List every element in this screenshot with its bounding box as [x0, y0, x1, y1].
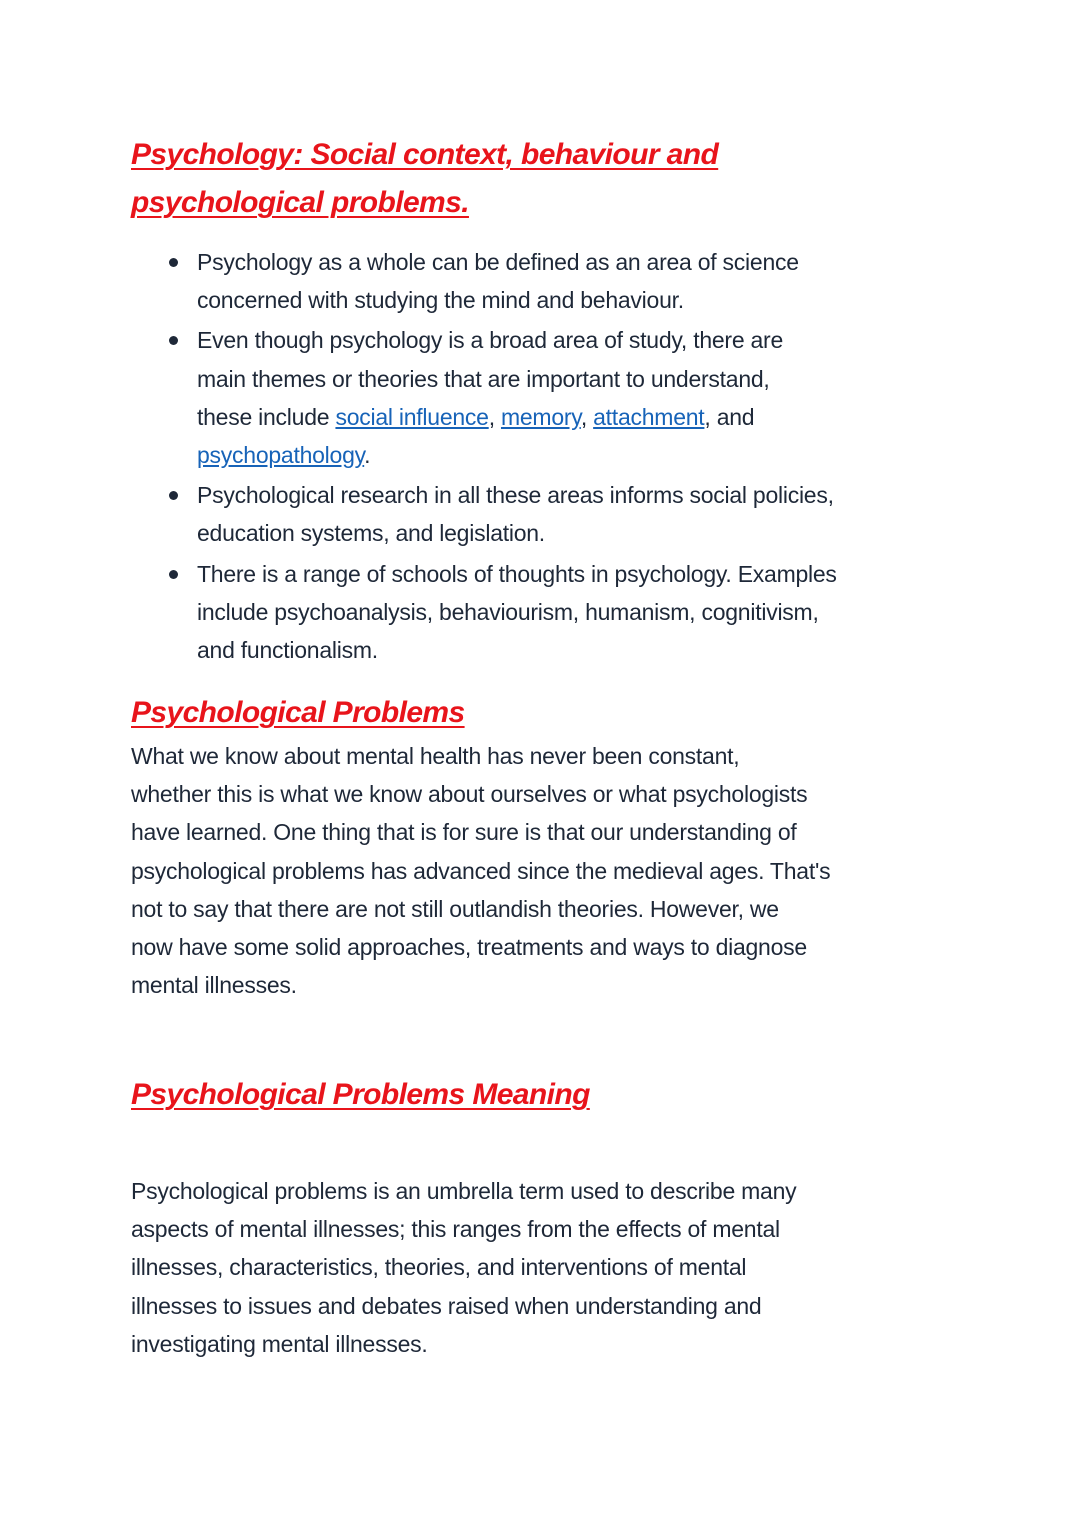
bullet-item: Psychology as a whole can be defined as an area of science concerned with studying the mind and behaviour.: [131, 243, 837, 319]
bullet-item: Even though psychology is a broad area of study, there are main themes or theories that are important to understand, these include social influence, memory, attachment, and psychopathology.: [131, 321, 837, 474]
document-title: Psychology: Social context, behaviour and psychological problems.: [131, 138, 719, 219]
bullet-item: Psychological research in all these areas informs social policies, education systems, and legislation.: [131, 476, 837, 552]
bullet-icon: [169, 336, 178, 345]
bullet-icon: [169, 258, 178, 267]
link-social-influence[interactable]: social influence: [335, 403, 489, 430]
link-psychopathology[interactable]: psychopathology: [197, 442, 365, 469]
bullet-icon: [169, 570, 178, 579]
section-heading-meaning: Psychological Problems Meaning: [131, 1078, 590, 1111]
bullet-item: There is a range of schools of thoughts in psychology. Examples include psychoanalysis, behaviourism, humanism, cognitivism, and functionalism.: [131, 555, 837, 670]
bullet-icon: [169, 491, 178, 500]
section-paragraph: Psychological problems is an umbrella term used to describe many aspects of mental illnesses; this ranges from the effects of mental illnesses, characteristics, theories, and interventions of mental illnesses to issues and debates raised when understanding and investigating mental illnesses.: [131, 1178, 797, 1357]
section-paragraph: What we know about mental health has never been constant, whether this is what we know about ourselves or what psychologists have learned. One thing that is for sure is that our understanding of psychological problems has advanced since the medieval ages. That's not to say that there are not still outlandish theories. However, we now have some solid approaches, treatments and ways to diagnose mental illnesses.: [131, 743, 831, 999]
intro-bullet-list: [131, 243, 837, 669]
section-heading-psychological-problems: Psychological Problems: [131, 696, 465, 729]
link-attachment[interactable]: attachment: [593, 403, 705, 430]
link-memory[interactable]: memory: [500, 403, 581, 430]
